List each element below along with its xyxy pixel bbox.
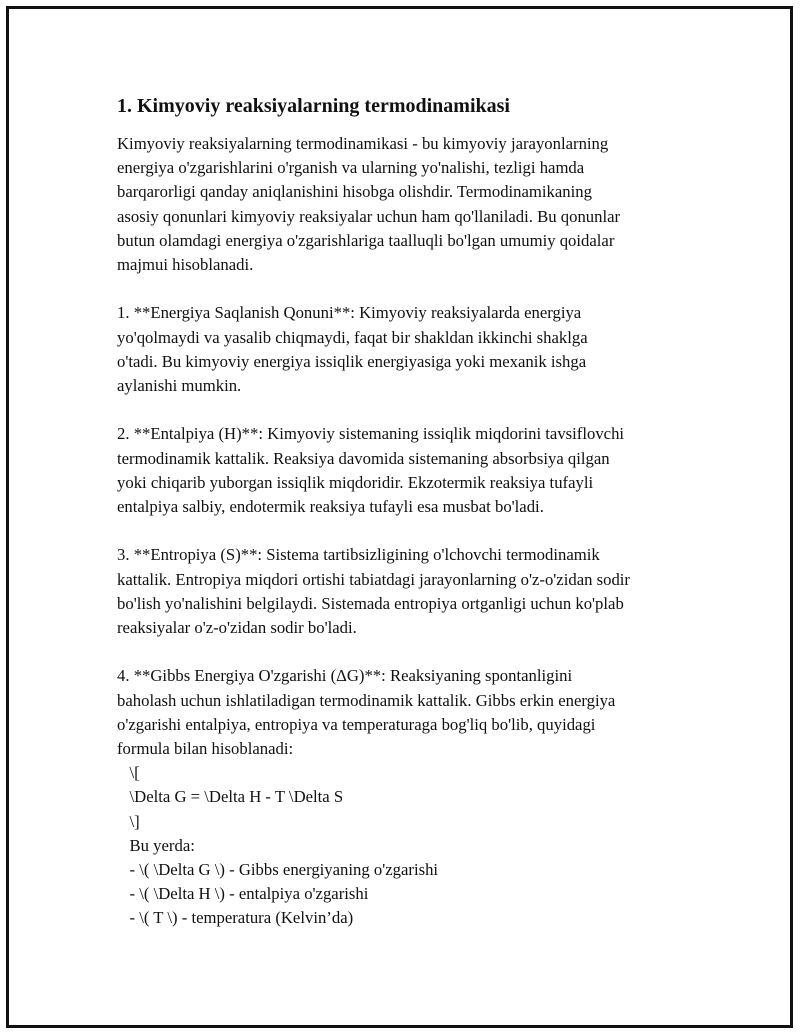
intro-paragraph: Kimyoviy reaksiyalarning termodinamikasi - bu kimyoviy jarayonlarning energiya o'zgarishlarini o'rganish va ularning yo'nalishi, tezligi hamda barqarorligi qanday aniqlanishini hisobga olishdir. Termodinamikaning asosiy qonunlari kimyoviy reaksiyalar uchun ham qo'llaniladi. Bu qonunlar butun olamdagi energiya o'zgarishlariga taalluqli bo'lgan umumiy qoidalar majmui hisoblanadi. [117, 134, 621, 275]
formula-block: \[ \Delta G = \Delta H - T \Delta S \] Bu yerda: - \( \Delta G \) - Gibbs energiyaning o'zgarishi - \( \Delta H \) - entalpiya o'zgarishi - \( T \) - temperatura (Kelvin’da) [129, 763, 439, 928]
list-item-energy-conservation: 1. **Energiya Saqlanish Qonuni**: Kimyoviy reaksiyalarda energiya yo'qolmaydi va yasalib chiqmaydi, faqat bir shakldan ikkinchi shaklga o'tadi. Bu kimyoviy energiya issiqlik energiyasiga yoki mexanik ishga aylanishi mumkin. [117, 303, 588, 396]
paragraph-gap [117, 519, 697, 543]
paragraph-gap [117, 398, 697, 422]
document-title: 1. Kimyoviy reaksiyalarning termodinamikasi [117, 95, 510, 117]
document-body [117, 93, 697, 931]
list-item-entropy: 3. **Entropiya (S)**: Sistema tartibsizligining o'lchovchi termodinamik kattalik. Entropiya miqdori ortishi tabiatdagi jarayonlarning o'z-o'zidan sodir bo'lish yo'nalishini belgilaydi. Sistemada entropiya ortganligi uchun ko'plab reaksiyalar o'z-o'zidan sodir bo'ladi. [117, 545, 630, 638]
list-item-enthalpy: 2. **Entalpiya (H)**: Kimyoviy sistemaning issiqlik miqdorini tavsiflovchi termodinamik kattalik. Reaksiya davomida sistemaning absorbsiya qilgan yoki chiqarib yuborgan issiqlik miqdoridir. Ekzotermik reaksiya tufayli entalpiya salbiy, endotermik reaksiya tufayli esa musbat bo'ladi. [117, 424, 625, 517]
paragraph-gap [117, 277, 697, 301]
paragraph-gap [117, 640, 697, 664]
list-item-gibbs-energy: 4. **Gibbs Energiya O'zgarishi (ΔG)**: Reaksiyaning spontanligini baholash uchun ishlatiladigan termodinamik kattalik. Gibbs erkin energiya o'zgarishi entalpiya, entropiya va temperaturaga bog'liq bo'lib, quyidagi formula bilan hisoblanadi: [117, 666, 616, 759]
